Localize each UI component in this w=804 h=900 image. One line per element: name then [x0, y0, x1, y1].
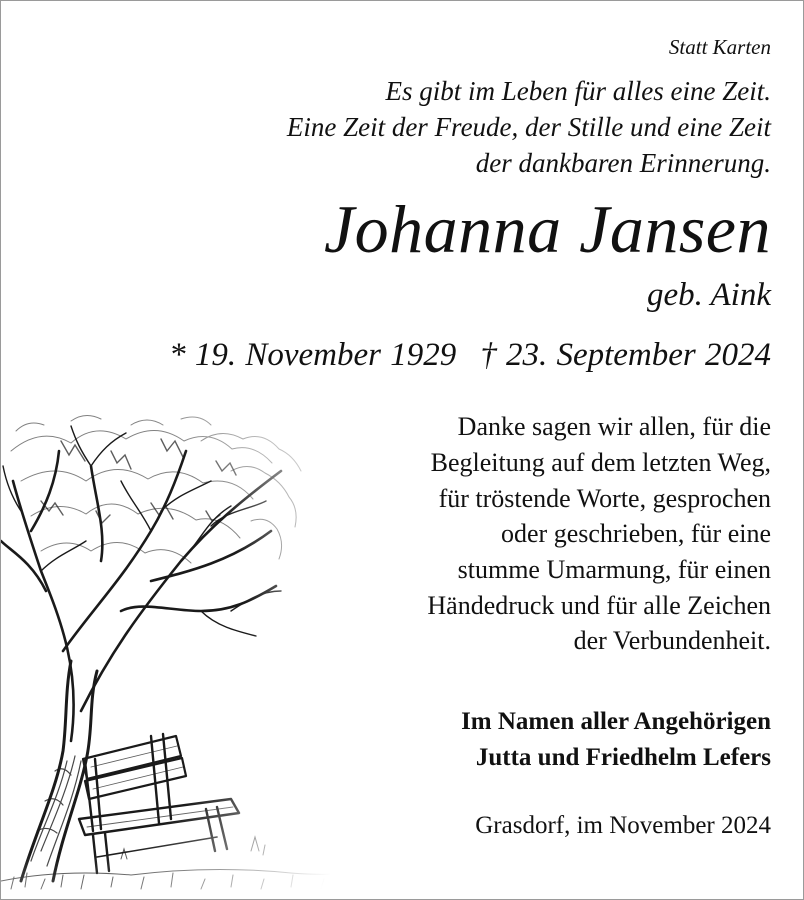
thanks-line: Händedruck und für alle Zeichen	[427, 591, 771, 620]
poem-line: der dankbaren Erinnerung.	[475, 148, 771, 178]
death-date: † 23. September 2024	[480, 337, 771, 373]
illustration-fade	[1, 411, 381, 899]
signature-line: Im Namen aller Angehörigen	[461, 708, 771, 735]
place-and-date: Grasdorf, im November 2024	[475, 812, 771, 839]
tree-bench-illustration	[1, 411, 381, 899]
maiden-name: geb. Aink	[646, 277, 771, 313]
life-dates	[169, 334, 771, 376]
thanks-line: oder geschrieben, für eine	[501, 519, 771, 548]
signature-line: Jutta und Friedhelm Lefers	[475, 744, 771, 771]
thanks-line: für tröstende Worte, gesprochen	[438, 484, 771, 513]
poem-line: Es gibt im Leben für alles eine Zeit.	[385, 76, 771, 106]
birth-date: * 19. November 1929	[169, 337, 457, 373]
header-statt-karten: Statt Karten	[668, 35, 771, 59]
deceased-name: Johanna Jansen	[323, 191, 771, 267]
thanks-line: der Verbundenheit.	[573, 626, 771, 655]
thanks-line: stumme Umarmung, für einen	[457, 555, 771, 584]
thanks-line: Begleitung auf dem letzten Weg,	[430, 448, 771, 477]
thanks-line: Danke sagen wir allen, für die	[457, 412, 771, 441]
poem-line: Eine Zeit der Freude, der Stille und eine Zeit	[286, 112, 771, 142]
